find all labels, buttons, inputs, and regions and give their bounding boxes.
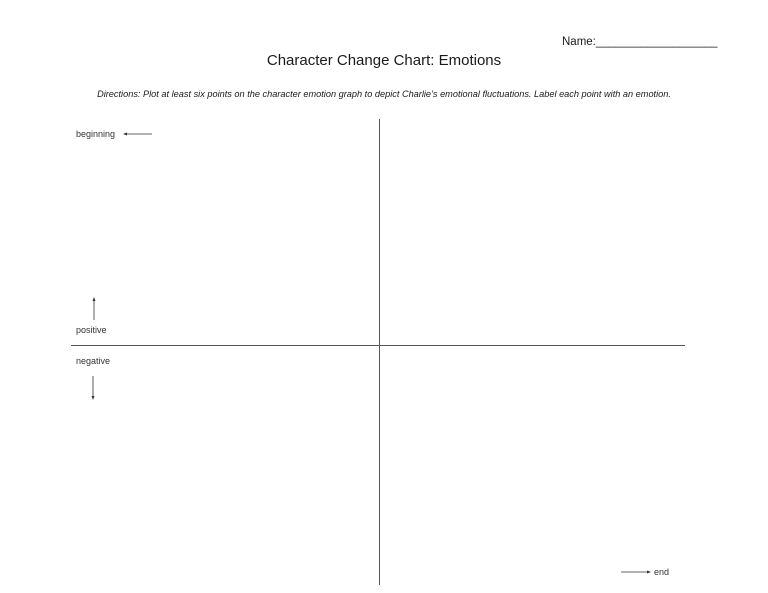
name-field[interactable]: Name:___________________ — [562, 36, 718, 48]
arrow-left-icon — [123, 131, 153, 137]
arrow-up-icon — [91, 297, 97, 321]
negative-label: negative — [76, 356, 111, 366]
positive-label: positive — [76, 325, 107, 335]
vertical-axis — [379, 119, 380, 585]
end-label: end — [654, 567, 670, 577]
page-title: Character Change Chart: Emotions — [266, 52, 502, 69]
arrow-right-icon — [621, 569, 651, 575]
directions-text: Directions: Plot at least six points on the character emotion graph to depict Charlie’s emotional fluctuations. Label each point with an emotion. — [97, 89, 671, 99]
horizontal-axis — [71, 345, 685, 346]
arrow-down-icon — [90, 376, 96, 400]
beginning-label: beginning — [76, 129, 116, 139]
